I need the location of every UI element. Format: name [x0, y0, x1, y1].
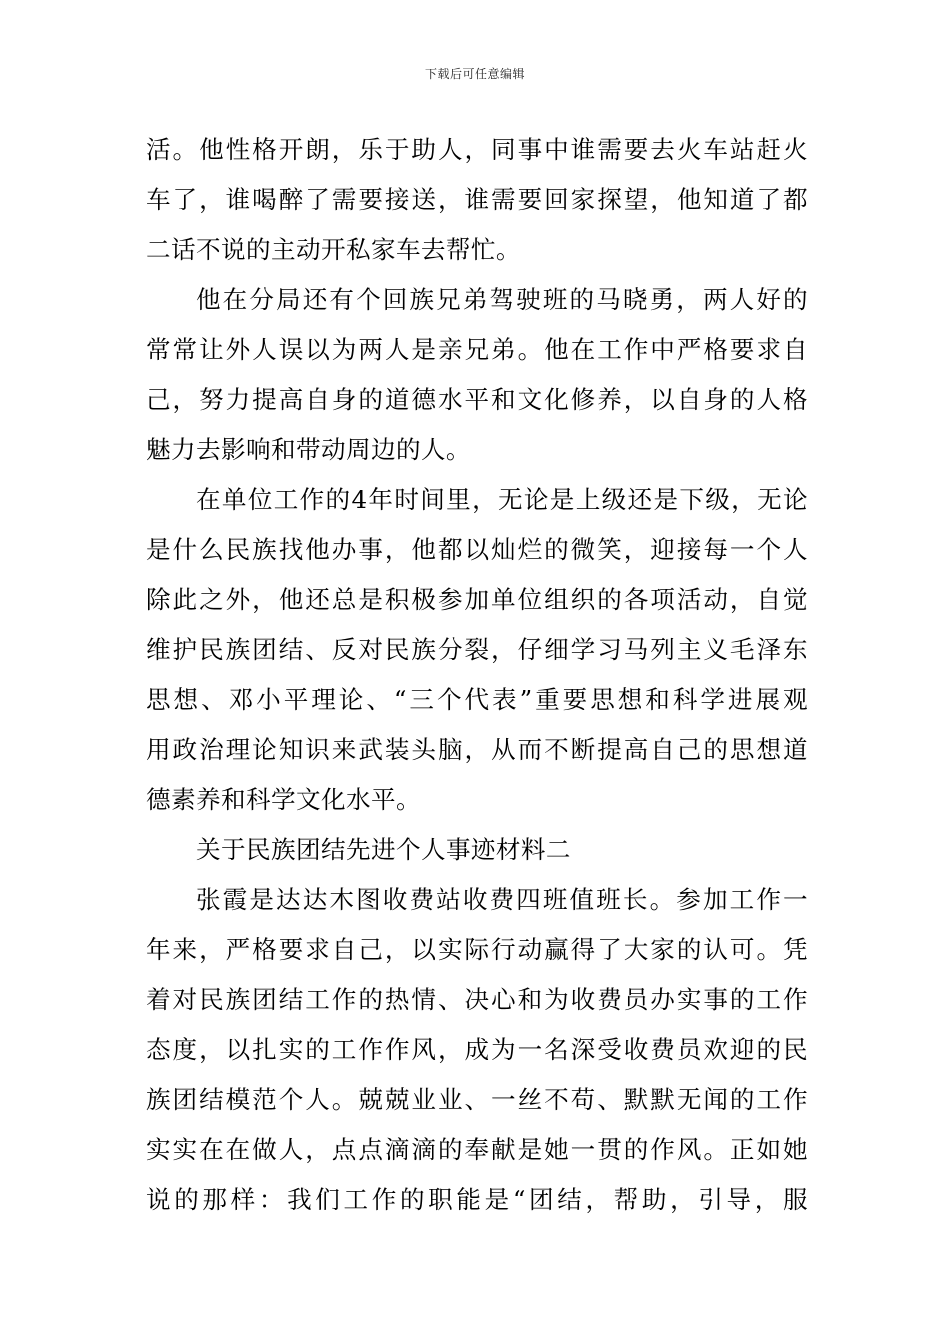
page-header: 下载后可任意编辑 [424, 67, 525, 81]
text-line: 着对民族团结工作的热情、决心和为收费员办实事的工作 [146, 985, 808, 1014]
text-line: 是什么民族找他办事，他都以灿烂的微笑，迎接每一个人 [146, 535, 808, 564]
text-line: 除此之外，他还总是积极参加单位组织的各项活动，自觉 [146, 585, 808, 614]
text-line: 魅力去影响和带动周边的人。 [146, 435, 471, 464]
text-line: 二话不说的主动开私家车去帮忙。 [146, 235, 521, 264]
text-line: 车了，谁喝醉了需要接送，谁需要回家探望，他知道了都 [146, 185, 808, 214]
text-line: 年来，严格要求自己，以实际行动赢得了大家的认可。凭 [146, 935, 808, 964]
text-line: 他在分局还有个回族兄弟驾驶班的马晓勇，两人好的 [196, 285, 808, 314]
text-line: 用政治理论知识来武装头脑，从而不断提高自己的思想道 [146, 735, 808, 764]
text-line: 说的那样：我们工作的职能是“团结，帮助，引导，服 [146, 1185, 808, 1214]
text-line: 维护民族团结、反对民族分裂，仔细学习马列主义毛泽东 [146, 635, 808, 664]
text-line: 活。他性格开朗，乐于助人，同事中谁需要去火车站赶火 [146, 135, 808, 164]
text-line: 在单位工作的4年时间里，无论是上级还是下级，无论 [196, 485, 808, 514]
section-heading: 关于民族团结先进个人事迹材料二 [196, 835, 571, 864]
text-line: 常常让外人误以为两人是亲兄弟。他在工作中严格要求自 [146, 335, 808, 364]
text-line: 实实在在做人，点点滴滴的奉献是她一贯的作风。正如她 [146, 1135, 808, 1164]
text-line: 张霞是达达木图收费站收费四班值班长。参加工作一 [196, 885, 808, 914]
text-line: 思想、邓小平理论、“三个代表”重要思想和科学进展观 [146, 685, 808, 714]
text-line: 己，努力提高自身的道德水平和文化修养，以自身的人格 [146, 385, 808, 414]
text-line: 态度，以扎实的工作作风，成为一名深受收费员欢迎的民 [146, 1035, 808, 1064]
text-line: 族团结模范个人。兢兢业业、一丝不苟、默默无闻的工作 [146, 1085, 808, 1114]
text-line: 德素养和科学文化水平。 [146, 785, 421, 814]
